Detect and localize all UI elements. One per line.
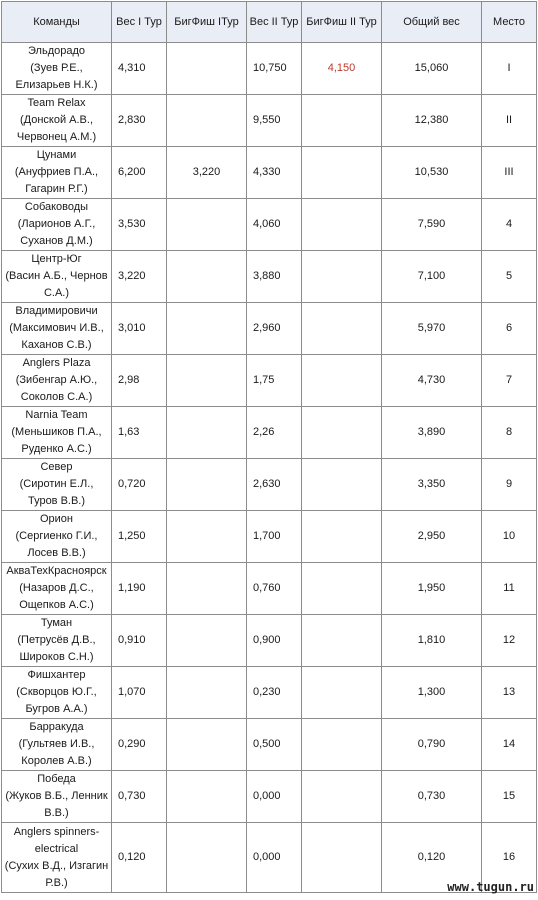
team-members: (Донской А.В., Червонец А.М.) [16, 114, 97, 143]
total-weight-cell: 7,590 [382, 199, 482, 251]
team-name: Барракуда [29, 721, 84, 733]
weight-round-1-cell: 3,220 [112, 251, 167, 303]
total-weight-cell: 1,950 [382, 563, 482, 615]
place-cell: 9 [482, 459, 537, 511]
weight-round-1-cell: 6,200 [112, 147, 167, 199]
header-weight-round-1: Вес I Тур [112, 2, 167, 43]
place-cell: 13 [482, 667, 537, 719]
weight-round-2-cell: 2,960 [247, 303, 302, 355]
table-row [2, 303, 537, 355]
team-members: (Ануфриев П.А., Гагарин Р.Г.) [14, 166, 99, 195]
weight-round-1-cell: 1,250 [112, 511, 167, 563]
weight-round-1-cell: 3,530 [112, 199, 167, 251]
weight-round-1-cell: 0,120 [112, 823, 167, 893]
team-name: Центр-Юг [31, 253, 82, 265]
header-bigfish-round-1: БигФиш IТур [167, 2, 247, 43]
table-row [2, 407, 537, 459]
table-row [2, 667, 537, 719]
total-weight-cell: 4,730 [382, 355, 482, 407]
total-weight-cell: 5,970 [382, 303, 482, 355]
team-name: Орион [39, 513, 73, 525]
team-cell [2, 355, 112, 407]
team-members: (Максимович И.В., Каханов С.В.) [9, 322, 104, 351]
header-place: Место [482, 2, 537, 43]
team-cell [2, 407, 112, 459]
weight-round-1-cell: 1,070 [112, 667, 167, 719]
team-members: (Васин А.Б., Чернов С.А.) [5, 270, 108, 299]
weight-round-2-cell: 2,26 [247, 407, 302, 459]
team-cell [2, 511, 112, 563]
team-cell [2, 563, 112, 615]
bigfish-round-1-cell [167, 719, 247, 771]
weight-round-2-cell: 4,330 [247, 147, 302, 199]
weight-round-2-cell: 0,760 [247, 563, 302, 615]
weight-round-2-cell: 4,060 [247, 199, 302, 251]
team-name: Собаководы [24, 201, 89, 213]
bigfish-round-2-cell [302, 823, 382, 893]
team-name: Anglers Plaza [22, 357, 91, 369]
bigfish-round-1-cell [167, 771, 247, 823]
team-name: Север [40, 461, 73, 473]
bigfish-round-2-cell [302, 251, 382, 303]
team-name: Anglers spinners-electrical [13, 825, 100, 855]
team-name: Туман [40, 617, 73, 629]
total-weight-cell: 1,810 [382, 615, 482, 667]
team-name: Фишхантер [27, 669, 86, 681]
bigfish-round-1-cell [167, 823, 247, 893]
weight-round-2-cell: 10,750 [247, 43, 302, 95]
table-row [2, 719, 537, 771]
weight-round-1-cell: 0,720 [112, 459, 167, 511]
place-cell: 16 [482, 823, 537, 893]
table-row [2, 43, 537, 95]
bigfish-round-2-cell [302, 615, 382, 667]
team-members: (Скворцов Ю.Г., Бугров А.А.) [16, 686, 97, 715]
table-row [2, 511, 537, 563]
total-weight-cell: 12,380 [382, 95, 482, 147]
weight-round-2-cell: 0,000 [247, 823, 302, 893]
bigfish-round-2-cell [302, 563, 382, 615]
bigfish-round-2-cell [302, 459, 382, 511]
total-weight-cell: 7,100 [382, 251, 482, 303]
team-cell [2, 771, 112, 823]
team-name: АкваТехКрасноярск [6, 565, 107, 577]
bigfish-round-1-cell [167, 251, 247, 303]
bigfish-round-2-cell [302, 771, 382, 823]
bigfish-round-2-cell [302, 355, 382, 407]
bigfish-round-2-cell [302, 199, 382, 251]
table-body [2, 43, 537, 893]
weight-round-2-cell: 0,230 [247, 667, 302, 719]
weight-round-1-cell: 0,730 [112, 771, 167, 823]
bigfish-round-1-cell: 3,220 [167, 147, 247, 199]
total-weight-cell: 0,120 [382, 823, 482, 893]
total-weight-cell: 2,950 [382, 511, 482, 563]
table-row [2, 563, 537, 615]
weight-round-1-cell: 3,010 [112, 303, 167, 355]
bigfish-round-1-cell [167, 459, 247, 511]
bigfish-round-1-cell [167, 303, 247, 355]
team-members: (Меньшиков П.А., Руденко А.С.) [11, 426, 102, 455]
team-cell [2, 719, 112, 771]
weight-round-2-cell: 1,700 [247, 511, 302, 563]
header-weight-round-2: Вес II Тур [247, 2, 302, 43]
bigfish-round-1-cell [167, 563, 247, 615]
team-cell [2, 199, 112, 251]
team-cell [2, 823, 112, 893]
header-bigfish-round-2: БигФиш II Тур [302, 2, 382, 43]
table-row [2, 147, 537, 199]
team-name: Эльдорадо [28, 45, 85, 57]
total-weight-cell: 0,790 [382, 719, 482, 771]
team-members: (Гультяев И.В., Королев А.В.) [18, 738, 95, 767]
weight-round-1-cell: 0,910 [112, 615, 167, 667]
team-cell [2, 667, 112, 719]
bigfish-round-2-cell [302, 511, 382, 563]
total-weight-cell: 1,300 [382, 667, 482, 719]
place-cell: II [482, 95, 537, 147]
bigfish-round-2-cell [302, 667, 382, 719]
team-cell [2, 95, 112, 147]
place-cell: 5 [482, 251, 537, 303]
weight-round-2-cell: 3,880 [247, 251, 302, 303]
bigfish-round-1-cell [167, 667, 247, 719]
place-cell: 6 [482, 303, 537, 355]
team-members: (Сиротин Е.Л., Туров В.В.) [19, 478, 94, 507]
place-cell: 15 [482, 771, 537, 823]
weight-round-2-cell: 0,500 [247, 719, 302, 771]
bigfish-round-1-cell [167, 95, 247, 147]
weight-round-2-cell: 1,75 [247, 355, 302, 407]
bigfish-round-1-cell [167, 407, 247, 459]
results-table [1, 1, 537, 893]
place-cell: 7 [482, 355, 537, 407]
header-row [2, 2, 537, 43]
table-row [2, 199, 537, 251]
team-cell [2, 43, 112, 95]
team-members: (Жуков В.Б., Ленник В.В.) [5, 790, 108, 819]
total-weight-cell: 3,890 [382, 407, 482, 459]
watermark: www.tugun.ru [447, 880, 534, 894]
team-name: Narnia Team [25, 409, 88, 421]
header-total-weight: Общий вес [382, 2, 482, 43]
team-members: (Ларионов А.Г., Суханов Д.М.) [17, 218, 96, 247]
table-row [2, 615, 537, 667]
team-cell [2, 251, 112, 303]
team-cell [2, 615, 112, 667]
bigfish-round-2-cell [302, 719, 382, 771]
bigfish-round-1-cell [167, 43, 247, 95]
team-name: Победа [37, 773, 76, 785]
team-members: (Зуев Р.Е., Елизарьев Н.К.) [15, 62, 98, 91]
team-cell [2, 147, 112, 199]
place-cell: 11 [482, 563, 537, 615]
bigfish-round-1-cell [167, 355, 247, 407]
bigfish-round-1-cell [167, 199, 247, 251]
table-row [2, 771, 537, 823]
table-row [2, 459, 537, 511]
place-cell: 8 [482, 407, 537, 459]
weight-round-2-cell: 0,000 [247, 771, 302, 823]
team-cell [2, 459, 112, 511]
weight-round-1-cell: 2,98 [112, 355, 167, 407]
place-cell: I [482, 43, 537, 95]
bigfish-round-2-cell: 4,150 [302, 43, 382, 95]
bigfish-round-2-cell [302, 407, 382, 459]
weight-round-1-cell: 4,310 [112, 43, 167, 95]
team-name: Team Relax [27, 97, 86, 109]
total-weight-cell: 0,730 [382, 771, 482, 823]
weight-round-1-cell: 0,290 [112, 719, 167, 771]
table-row [2, 355, 537, 407]
bigfish-round-2-cell [302, 303, 382, 355]
total-weight-cell: 10,530 [382, 147, 482, 199]
total-weight-cell: 15,060 [382, 43, 482, 95]
team-name: Владимировичи [15, 305, 98, 317]
weight-round-1-cell: 2,830 [112, 95, 167, 147]
table-row [2, 95, 537, 147]
table-row [2, 251, 537, 303]
team-members: (Назаров Д.С., Ощепков А.С.) [19, 582, 94, 611]
weight-round-2-cell: 0,900 [247, 615, 302, 667]
place-cell: 14 [482, 719, 537, 771]
bigfish-round-1-cell [167, 615, 247, 667]
header-team: Команды [2, 2, 112, 43]
place-cell: III [482, 147, 537, 199]
team-members: (Зибенгар А.Ю., Соколов С.А.) [15, 374, 98, 403]
place-cell: 10 [482, 511, 537, 563]
weight-round-2-cell: 9,550 [247, 95, 302, 147]
place-cell: 4 [482, 199, 537, 251]
place-cell: 12 [482, 615, 537, 667]
team-members: (Петрусёв Д.В., Широков С.Н.) [17, 634, 96, 663]
team-members: (Сухих В.Д., Изгагин Р.В.) [4, 859, 109, 889]
weight-round-1-cell: 1,63 [112, 407, 167, 459]
bigfish-round-2-cell [302, 95, 382, 147]
bigfish-round-2-cell [302, 147, 382, 199]
team-cell [2, 303, 112, 355]
team-name: Цунами [36, 149, 77, 161]
bigfish-round-1-cell [167, 511, 247, 563]
weight-round-2-cell: 2,630 [247, 459, 302, 511]
total-weight-cell: 3,350 [382, 459, 482, 511]
weight-round-1-cell: 1,190 [112, 563, 167, 615]
team-members: (Сергиенко Г.И., Лосев В.В.) [15, 530, 98, 559]
